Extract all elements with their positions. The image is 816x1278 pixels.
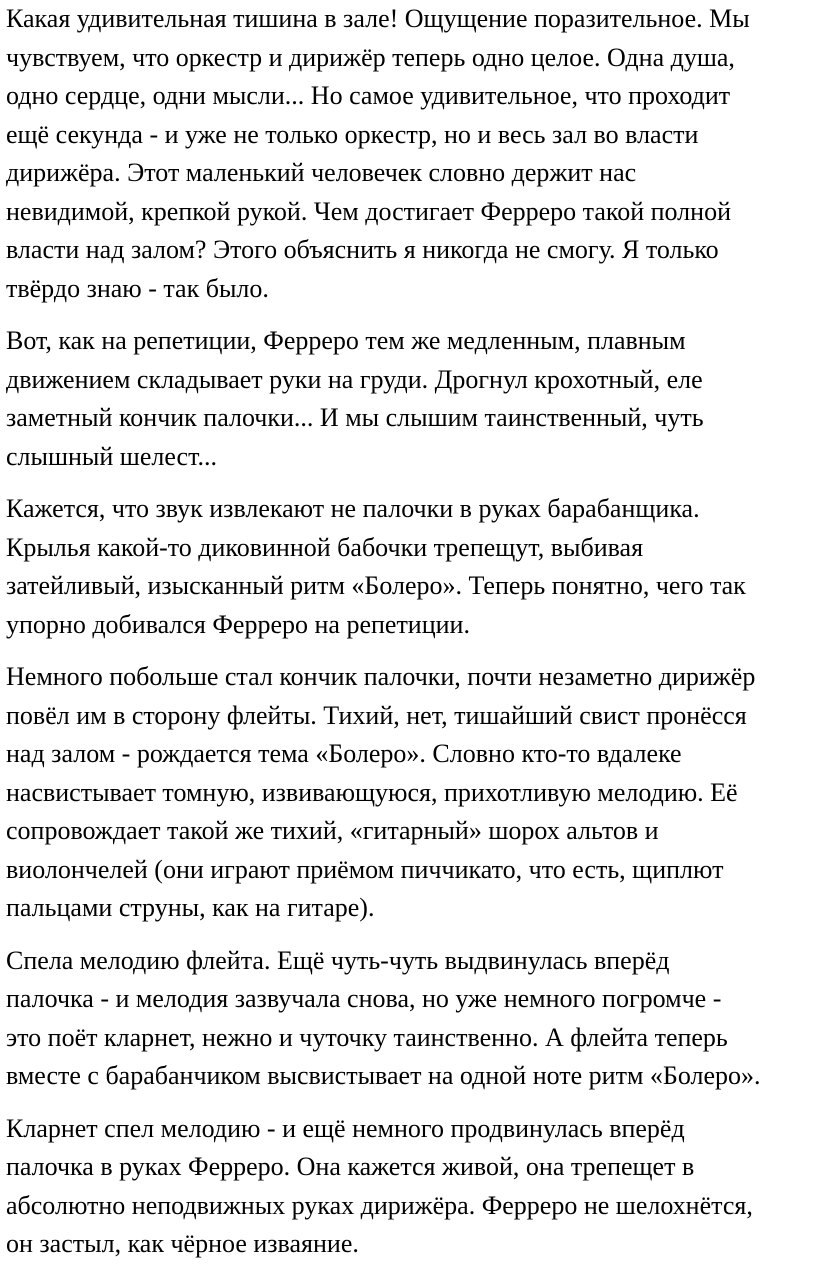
paragraph-1: Какая удивительная тишина в зале! Ощущение поразительное. Мы чувствуем, что оркестр и дирижёр теперь одно целое. Одна душа, одно сердце, одни мысли... Но самое удивительное, что проходит ещё секунда - и уже не только оркестр, но и весь зал во власти дирижёра. Этот маленький человечек словно держит нас невидимой, крепкой рукой. Чем достигает Ферреро такой полной власти над залом? Этого объяснить я никогда не смогу. Я только твёрдо знаю - так было.: [6, 4, 750, 303]
document-page: [6, 0, 814, 1278]
paragraph-6: Кларнет спел мелодию - и ещё немного продвинулась вперёд палочка в руках Ферреро. Она кажется живой, она трепещет в абсолютно неподвижных руках дирижёра. Ферреро не шелохнётся, он застыл, как чёрное изваяние.: [6, 1113, 753, 1258]
paragraph-4: Немного побольше стал кончик палочки, почти незаметно дирижёр повёл им в сторону флейты. Тихий, нет, тишайший свист пронёсся над залом - рождается тема «Болеро». Словно кто-то вдалеке насвистывает томную, извивающуюся, прихотливую мелодию. Её сопровождает такой же тихий, «гитарный» шорох альтов и виолончелей (они играют приёмом пиччикато, что есть, щиплют пальцами струны, как на гитаре).: [6, 662, 756, 922]
paragraph-5: Спела мелодию флейта. Ещё чуть-чуть выдвинулась вперёд палочка - и мелодия зазвучала снова, но уже немного погромче - это поёт кларнет, нежно и чуточку таинственно. А флейта теперь вместе с барабанчиком высвистывает на одной ноте ритм «Болеро».: [6, 945, 761, 1090]
paragraph-2: Вот, как на репетиции, Ферреро тем же медленным, плавным движением складывает руки на груди. Дрогнул крохотный, еле заметный кончик палочки... И мы слышим таинственный, чуть слышный шелест...: [6, 326, 704, 471]
paragraph-3: Кажется, что звук извлекают не палочки в руках барабанщика. Крылья какой-то диковинной бабочки трепещут, выбивая затейливый, изысканный ритм «Болеро». Теперь понятно, чего так упорно добивался Ферреро на репетиции.: [6, 494, 746, 639]
